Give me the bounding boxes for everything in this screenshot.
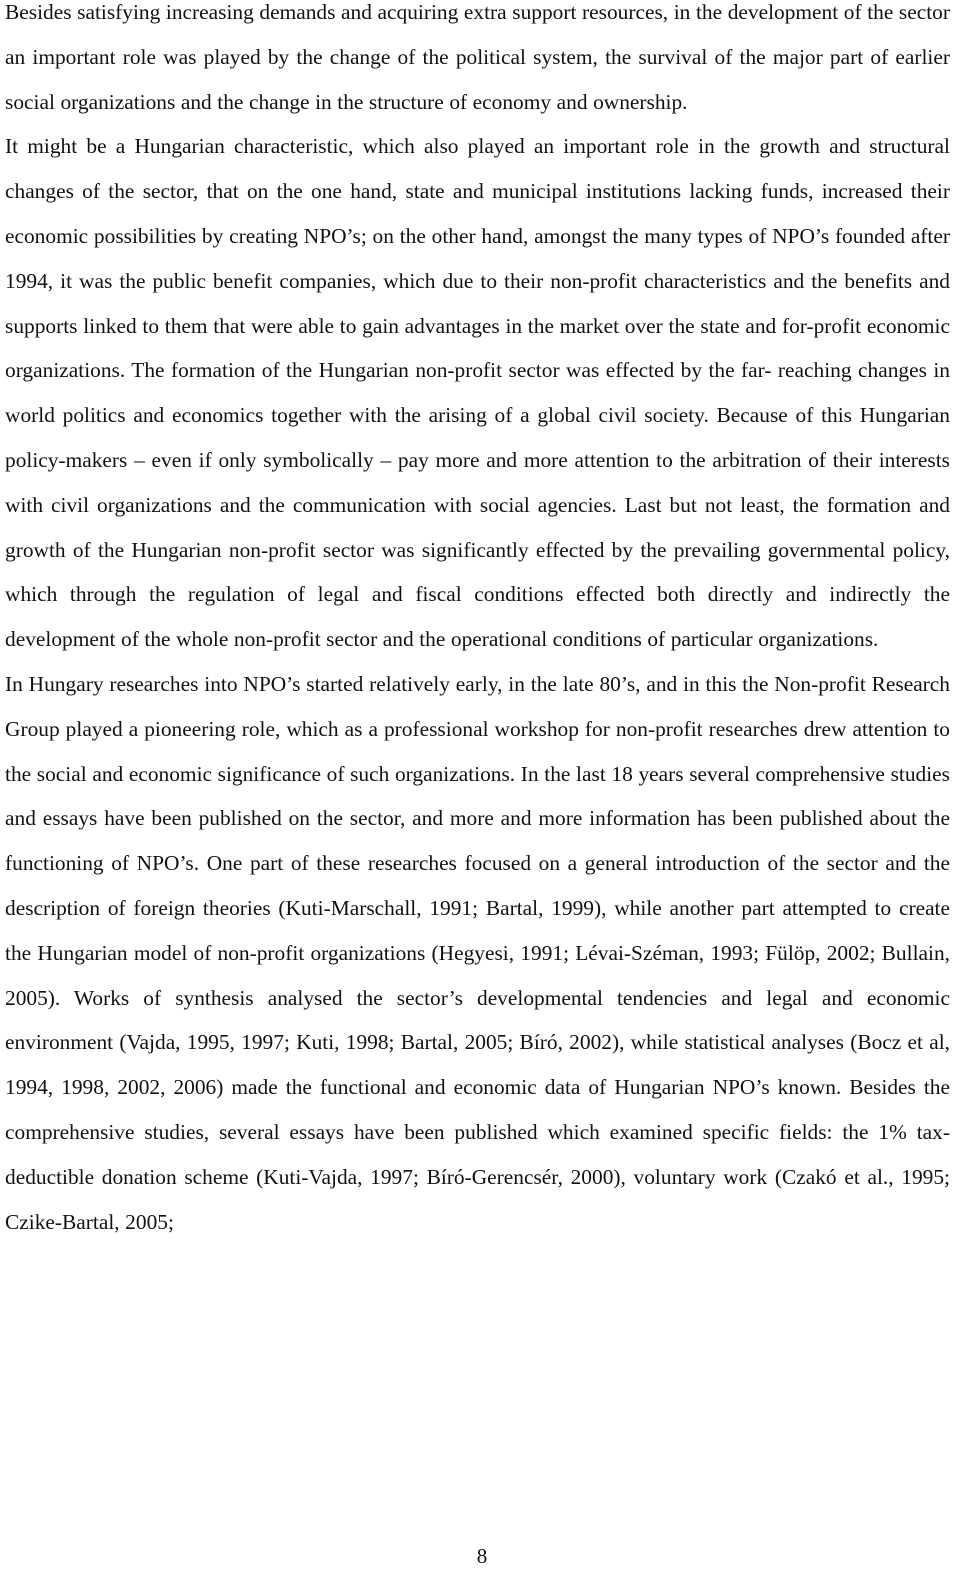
page-number: 8 — [476, 1544, 488, 1568]
paragraph: Besides satisfying increasing demands and acquiring extra support resources, in the development of the sector an important role was played by the change of the political system, the survival of the major part of earlier social organizations and the change in the structure of economy and ownership. — [5, 0, 950, 114]
paragraph: In Hungary researches into NPO’s started relatively early, in the late 80’s, and in this the Non-profit Research Group played a pioneering role, which as a professional workshop for non-profit researches drew attention to the social and economic significance of such organizations. In the last 18 years several comprehensive studies and essays have been published on the sector, and more and more information has been published about the functioning of NPO’s. One part of these researches focused on a general introduction of the sector and the description of foreign theories (Kuti-Marschall, 1991; Bartal, 1999), while another part attempted to create the Hungarian model of non-profit organizations (Hegyesi, 1991; Lévai-Széman, 1993; Fülöp, 2002; Bullain, 2005). Works of synthesis analysed the sector’s developmental tendencies and legal and economic environment (Vajda, 1995, 1997; Kuti, 1998; Bartal, 2005; Bíró, 2002), while statistical analyses (Bocz et al, 1994, 1998, 2002, 2006) made the functional and economic data of Hungarian NPO’s known. Besides the comprehensive studies, several essays have been published which examined specific fields: the 1% tax-deductible donation scheme (Kuti-Vajda, 1997; Bíró-Gerencsér, 2000), voluntary work (Czakó et al., 1995; Czike-Bartal, 2005; — [5, 671, 950, 1234]
page-body — [5, 0, 950, 1244]
paragraph: It might be a Hungarian characteristic, which also played an important role in the growth and structural changes of the sector, that on the one hand, state and municipal institutions lacking funds, increased their economic possibilities by creating NPO’s; on the other hand, amongst the many types of NPO’s founded after 1994, it was the public benefit companies, which due to their non-profit characteristics and the benefits and supports linked to them that were able to gain advantages in the market over the state and for-profit economic organizations. The formation of the Hungarian non-profit sector was effected by the far- reaching changes in world politics and economics together with the arising of a global civil society. Because of this Hungarian policy-makers – even if only symbolically – pay more and more attention to the arbitration of their interests with civil organizations and the communication with social agencies. Last but not least, the formation and growth of the Hungarian non-profit sector was significantly effected by the prevailing governmental policy, which through the regulation of legal and fiscal conditions effected both directly and indirectly the development of the whole non-profit sector and the operational conditions of particular organizations. — [5, 134, 950, 652]
